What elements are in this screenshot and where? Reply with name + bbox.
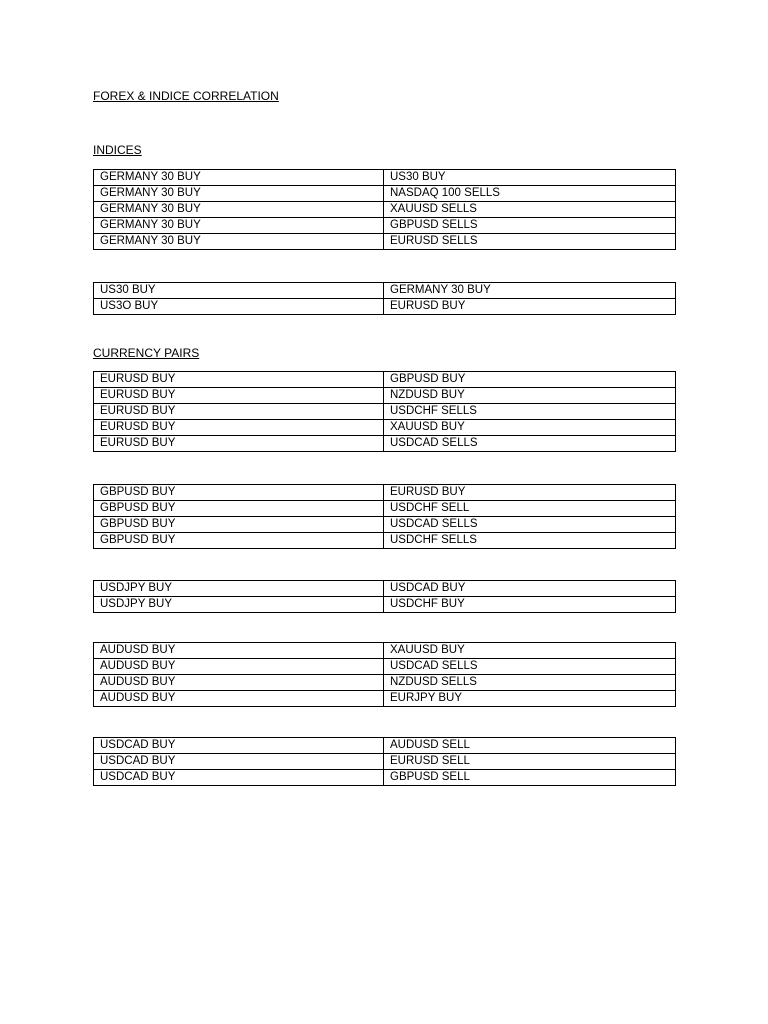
table-cell: USDCHF SELL (384, 501, 676, 517)
table-cell: USDCAD BUY (94, 754, 384, 770)
currency-table-audusd (93, 642, 676, 707)
table-row (94, 404, 676, 420)
table-cell: NZDUSD BUY (384, 388, 676, 404)
table-row (94, 485, 676, 501)
table-cell: GBPUSD SELLS (384, 218, 676, 234)
table-cell: USDJPY BUY (94, 597, 384, 613)
table-row (94, 283, 676, 299)
table-cell: NZDUSD SELLS (384, 675, 676, 691)
table-cell: GBPUSD BUY (94, 517, 384, 533)
table-cell: AUDUSD SELL (384, 738, 676, 754)
table-cell: EURUSD SELL (384, 754, 676, 770)
table-row (94, 202, 676, 218)
table-cell: USDCHF BUY (384, 597, 676, 613)
table-cell: EURUSD BUY (94, 420, 384, 436)
table-cell: US30 BUY (94, 283, 384, 299)
table-row (94, 234, 676, 250)
table-cell: XAUUSD BUY (384, 643, 676, 659)
table-cell: US3O BUY (94, 299, 384, 315)
currency-table-usdjpy (93, 580, 676, 613)
table-row (94, 675, 676, 691)
table-row (94, 738, 676, 754)
table-cell: US30 BUY (384, 170, 676, 186)
table-cell: XAUUSD SELLS (384, 202, 676, 218)
table-row (94, 581, 676, 597)
table-cell: USDCHF SELLS (384, 404, 676, 420)
table-row (94, 388, 676, 404)
table-cell: EURUSD BUY (94, 372, 384, 388)
table-row (94, 754, 676, 770)
document-title: FOREX & INDICE CORRELATION (93, 89, 279, 103)
table-cell: GERMANY 30 BUY (94, 170, 384, 186)
table-cell: AUDUSD BUY (94, 691, 384, 707)
table-cell: USDCAD SELLS (384, 517, 676, 533)
table-row (94, 299, 676, 315)
table-cell: AUDUSD BUY (94, 643, 384, 659)
table-cell: EURUSD BUY (384, 485, 676, 501)
table-cell: GERMANY 30 BUY (384, 283, 676, 299)
table-cell: GBPUSD BUY (94, 533, 384, 549)
table-cell: EURUSD SELLS (384, 234, 676, 250)
section-heading-indices: INDICES (93, 143, 142, 157)
table-row (94, 436, 676, 452)
table-row (94, 501, 676, 517)
table-row (94, 186, 676, 202)
table-cell: GBPUSD BUY (94, 501, 384, 517)
table-cell: USDCAD BUY (94, 738, 384, 754)
table-cell: NASDAQ 100 SELLS (384, 186, 676, 202)
table-cell: USDCAD SELLS (384, 659, 676, 675)
table-cell: EURUSD BUY (384, 299, 676, 315)
indices-table-germany30 (93, 169, 676, 250)
table-cell: EURUSD BUY (94, 404, 384, 420)
currency-table-usdcad (93, 737, 676, 786)
currency-table-eurusd (93, 371, 676, 452)
table-row (94, 643, 676, 659)
table-cell: EURUSD BUY (94, 388, 384, 404)
table-cell: GERMANY 30 BUY (94, 202, 384, 218)
section-heading-currency-pairs: CURRENCY PAIRS (93, 346, 200, 360)
table-row (94, 420, 676, 436)
table-row (94, 659, 676, 675)
table-row (94, 218, 676, 234)
table-row (94, 533, 676, 549)
table-row (94, 517, 676, 533)
table-cell: USDJPY BUY (94, 581, 384, 597)
table-cell: GBPUSD BUY (94, 485, 384, 501)
table-cell: GERMANY 30 BUY (94, 218, 384, 234)
table-cell: GERMANY 30 BUY (94, 186, 384, 202)
table-cell: EURJPY BUY (384, 691, 676, 707)
table-cell: USDCHF SELLS (384, 533, 676, 549)
table-cell: USDCAD BUY (94, 770, 384, 786)
table-row (94, 372, 676, 388)
table-cell: AUDUSD BUY (94, 675, 384, 691)
table-row (94, 770, 676, 786)
table-row (94, 597, 676, 613)
table-cell: AUDUSD BUY (94, 659, 384, 675)
table-cell: USDCAD SELLS (384, 436, 676, 452)
table-cell: GBPUSD BUY (384, 372, 676, 388)
table-cell: EURUSD BUY (94, 436, 384, 452)
table-cell: GERMANY 30 BUY (94, 234, 384, 250)
table-row (94, 170, 676, 186)
table-row (94, 691, 676, 707)
table-cell: GBPUSD SELL (384, 770, 676, 786)
currency-table-gbpusd (93, 484, 676, 549)
indices-table-us30 (93, 282, 676, 315)
table-cell: USDCAD BUY (384, 581, 676, 597)
table-cell: XAUUSD BUY (384, 420, 676, 436)
